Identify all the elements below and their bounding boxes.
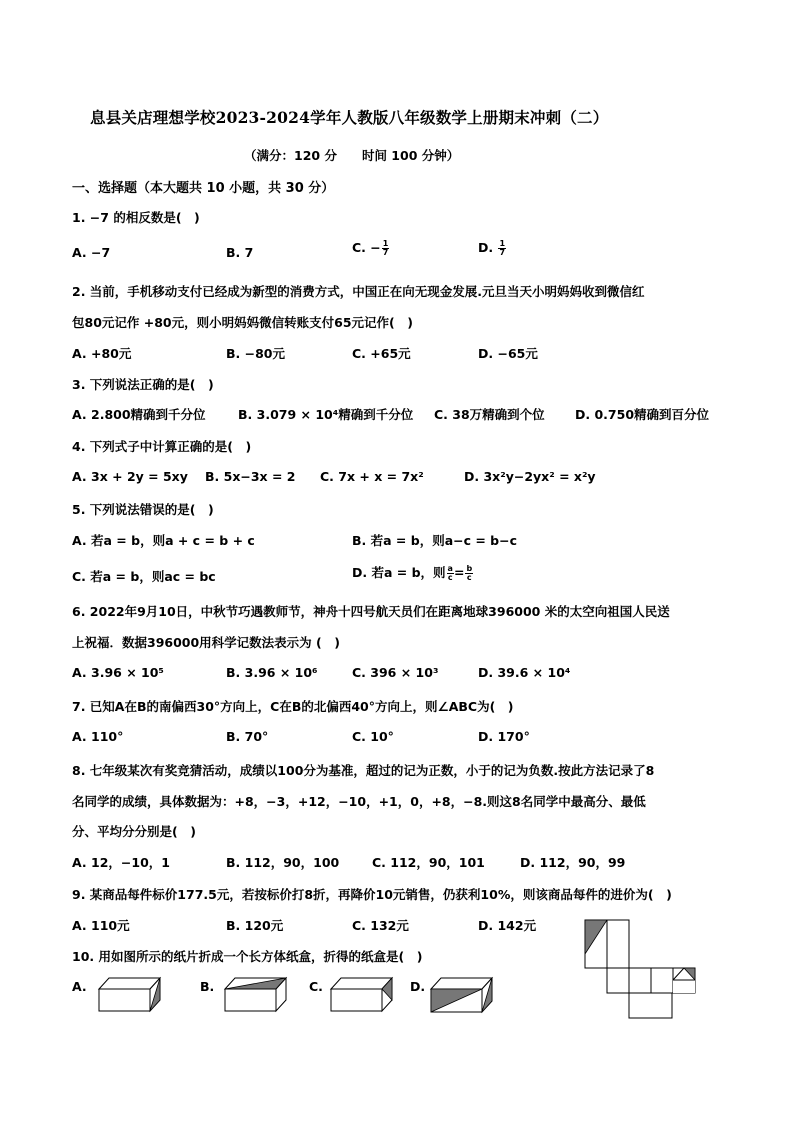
question-2-line1: 2. 当前，手机移动支付已经成为新型的消费方式，中国正在向无现金发展.元旦当天小明妈妈收到微信红 bbox=[72, 284, 645, 299]
q6-option-a: A. 3.96 × 10⁵ bbox=[72, 665, 164, 680]
q10-option-a: A. bbox=[72, 979, 87, 994]
q2-option-a: A. +80元 bbox=[72, 346, 132, 361]
box-figure-d bbox=[429, 975, 495, 1017]
box-figure-c bbox=[329, 975, 395, 1015]
q8-option-d: D. 112，90，99 bbox=[520, 855, 626, 870]
q5-option-c: C. 若a = b，则ac = bc bbox=[72, 569, 216, 584]
q3-option-d: D. 0.750精确到百分位 bbox=[575, 407, 710, 422]
q9-option-d: D. 142元 bbox=[478, 918, 537, 933]
question-4-stem: 4. 下列式子中计算正确的是( ) bbox=[72, 439, 252, 454]
q3-option-c: C. 38万精确到个位 bbox=[434, 407, 545, 422]
question-8-line3: 分、平均分分别是( ) bbox=[72, 824, 196, 839]
q4-option-c: C. 7x + x = 7x² bbox=[320, 469, 424, 484]
box-figure-b bbox=[223, 975, 289, 1015]
question-10-stem: 10. 用如图所示的纸片折成一个长方体纸盒，折得的纸盒是( ) bbox=[72, 949, 423, 964]
q9-option-a: A. 110元 bbox=[72, 918, 130, 933]
question-6-line2: 上祝福．数据396000用科学记数法表示为 ( ) bbox=[72, 635, 340, 650]
question-5-stem: 5. 下列说法错误的是( ) bbox=[72, 502, 214, 517]
question-6-line1: 6. 2022年9月10日，中秋节巧遇教师节，神舟十四号航天员们在距离地球396000 米的太空向祖国人民送 bbox=[72, 604, 670, 619]
q6-option-d: D. 39.6 × 10⁴ bbox=[478, 665, 571, 680]
q9-option-c: C. 132元 bbox=[352, 918, 409, 933]
q8-option-a: A. 12，−10，1 bbox=[72, 855, 170, 870]
q6-option-b: B. 3.96 × 10⁶ bbox=[226, 665, 318, 680]
question-1-stem: 1. −7 的相反数是( ) bbox=[72, 210, 200, 225]
question-9-stem: 9. 某商品每件标价177.5元，若按标价打8折，再降价10元销售，仍获利10%，则该商品每件的进价为( ) bbox=[72, 887, 672, 902]
q1-option-a: A. −7 bbox=[72, 245, 111, 260]
q7-option-b: B. 70° bbox=[226, 729, 269, 744]
question-2-line2: 包80元记作 +80元，则小明妈妈微信转账支付65元记作( ) bbox=[72, 315, 413, 330]
q7-option-a: A. 110° bbox=[72, 729, 124, 744]
q10-option-c: C. bbox=[309, 979, 323, 994]
question-7-stem: 7. 已知A在B的南偏西30°方向上，C在B的北偏西40°方向上，则∠ABC为( ) bbox=[72, 699, 514, 714]
q6-option-c: C. 396 × 10³ bbox=[352, 665, 439, 680]
q5-option-a: A. 若a = b，则a + c = b + c bbox=[72, 533, 255, 548]
q4-option-a: A. 3x + 2y = 5xy bbox=[72, 469, 188, 484]
q2-option-c: C. +65元 bbox=[352, 346, 411, 361]
q9-option-b: B. 120元 bbox=[226, 918, 284, 933]
q4-option-d: D. 3x²y−2yx² = x²y bbox=[464, 469, 596, 484]
q8-option-c: C. 112，90，101 bbox=[372, 855, 485, 870]
exam-info: （满分：120 分 时间 100 分钟） bbox=[244, 148, 460, 163]
q2-option-d: D. −65元 bbox=[478, 346, 538, 361]
q10-option-b: B. bbox=[200, 979, 215, 994]
question-8-line2: 名同学的成绩，具体数据为：+8，−3，+12，−10，+1，0，+8，−8.则这8名同学中最高分、最低 bbox=[72, 794, 646, 809]
page-title: 息县关店理想学校2023-2024学年人教版八年级数学上册期末冲刺（二） bbox=[90, 108, 609, 127]
q1-option-d: D. $\frac{1}{7}$ bbox=[478, 239, 506, 257]
q10-option-d: D. bbox=[410, 979, 426, 994]
q5-option-b: B. 若a = b，则a−c = b−c bbox=[352, 533, 518, 548]
q3-option-b: B. 3.079 × 10⁴精确到千分位 bbox=[238, 407, 414, 422]
box-net-diagram bbox=[584, 918, 698, 1022]
q7-option-d: D. 170° bbox=[478, 729, 530, 744]
q4-option-b: B. 5x−3x = 2 bbox=[205, 469, 296, 484]
q7-option-c: C. 10° bbox=[352, 729, 394, 744]
question-8-line1: 8. 七年级某次有奖竞猜活动，成绩以100分为基准，超过的记为正数，小于的记为负数.按此方法记录了8 bbox=[72, 763, 655, 778]
q8-option-b: B. 112，90，100 bbox=[226, 855, 340, 870]
q5-option-d: D. 若a = b，则 $\frac{a}{c}$ = $\frac{b}{c}$ bbox=[352, 564, 473, 582]
q2-option-b: B. −80元 bbox=[226, 346, 285, 361]
question-3-stem: 3. 下列说法正确的是( ) bbox=[72, 377, 214, 392]
q1-option-c: C. − $\frac{1}{7}$ bbox=[352, 239, 389, 257]
q1-option-b: B. 7 bbox=[226, 245, 254, 260]
section-heading: 一、选择题（本大题共 10 小题，共 30 分） bbox=[72, 181, 335, 196]
box-figure-a bbox=[97, 975, 163, 1015]
q3-option-a: A. 2.800精确到千分位 bbox=[72, 407, 206, 422]
